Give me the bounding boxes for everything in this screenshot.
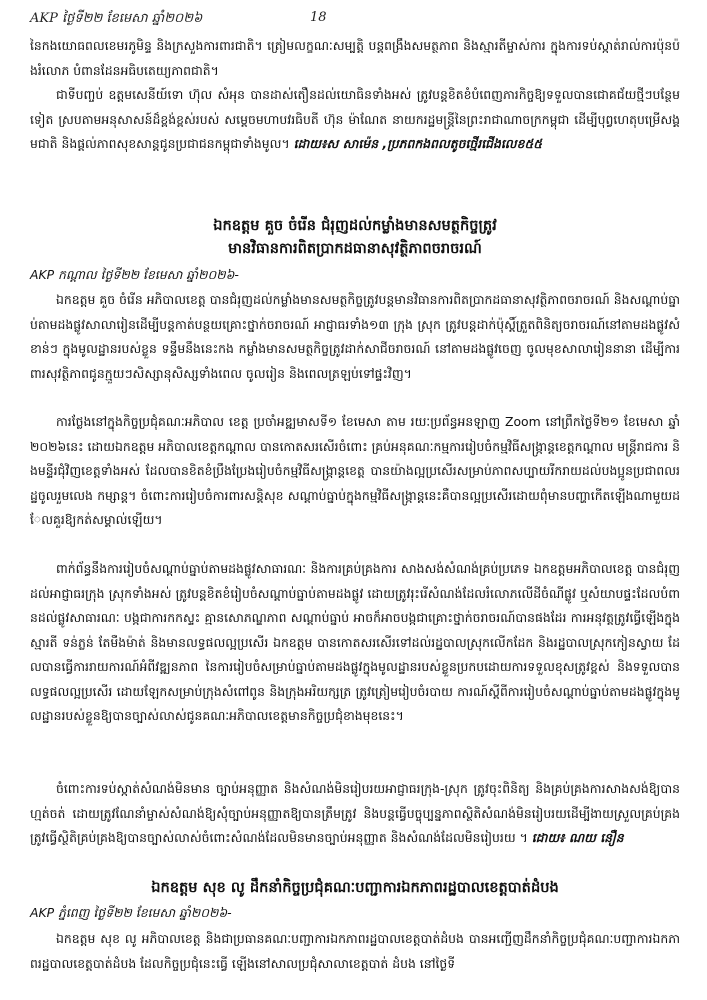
article-3-paragraph-1: ឯកឧត្តម សុខ លូ អភិបាលខេត្ត និងជាប្រធានគណៈបញ្ជាការឯកភាពរដ្ឋបាលខេត្តបាត់ដំបង បានអញ្ជើញដឹកនាំកិច្ចប្រជុំគណៈបញ្ជាការឯកភាពរដ្ឋបាលខេត្តបាត់ដំបង ដែលកិច្ចប្រជុំនេះធ្វើ ឡើងនៅសាលប្រជុំសាលាខេត្តបាត់ ដំបង នៅថ្ងៃទី [30,931,680,971]
running-header [30,10,670,32]
page-number: 18 [310,10,327,25]
article-3-headline: ឯកឧត្តម សុខ លូ ដឹកនាំកិច្ចប្រជុំគណៈបញ្ជាការឯកភាពរដ្ឋបាលខេត្តបាត់ដំបង [151,879,559,896]
article-2-dateline: AKP កណ្តាល ថ្ងៃទី២២ ខែមេសា ឆ្នាំ២០២៦- [30,267,239,282]
article-2-headline-line-1: ឯកឧត្តម គួច ចំរើន ជំរុញដល់កម្លាំងមានសមត្ថកិច្ចត្រូវ [213,217,497,234]
header-date: AKP ថ្ងៃទី២២ ខែមេសា ឆ្នាំ២០២៦ [30,11,203,26]
article-2-body [30,288,680,875]
article-2-paragraph-1: ឯកឧត្តម គួច ចំរើន អភិបាលខេត្ត បានជំរុញដល់កម្លាំងមានសមត្ថកិច្ចត្រូវបន្តមានវិធានការពិតប្រាកដធានាសុវត្ថិភាពចរាចរណ៍ និងសណ្តាប់ធ្នាប់តាមដងផ្លូវសាលារៀនដើម្បីបន្តកាត់បន្ថយគ្រោះថ្នាក់ចរាចរណ៍ អាជ្ញាធរទាំង១៣ ក្រុង ស្រុក ត្រូវបន្តដាក់ប៉ុស្តិ៍ត្រួតពិនិត្យចរាចរណ៍នៅតាមដងផ្លូវសំខាន់ៗ ក្នុងមូលដ្ឋានរបស់ខ្លួន ទន្ទឹមនឹងនេះកង កម្លាំងមានសមត្ថកិច្ចត្រូវដាក់សាជីចរាចរណ៍ នៅតាមដងផ្លូវចេញ ចូលមុខសាលារៀននានា ដើម្បីការពារសុវត្ថិភាពជូនក្មួយៗសិស្សានុសិស្សទាំងពេល ចូលរៀន និងពេលត្រឡប់ទៅផ្ទះវិញ។ [30,292,680,381]
article-2-paragraph-3: ពាក់ព័ន្ធនឹងការរៀបចំសណ្តាប់ធ្នាប់តាមដងផ្លូវសាធារណៈ និងការគ្រប់គ្រងការ សាងសង់សំណង់គ្រប់ប្រភេទ ឯកឧត្តមអភិបាលខេត្ត បានជំរុញដល់អាជ្ញាធរក្រុង ស្រុកទាំងអស់ ត្រូវបន្តខិតខំរៀបចំសណ្តាប់ធ្នាប់តាមដងផ្លូវ ដោយត្រូវរុះរើសំណង់ដែលរំលោភលើដីចំណីផ្លូវ ឬសំយាបផ្ទះដែលបំពានដល់ផ្លូវសាធារណៈ បង្កជាការកកស្ទះ គ្មានសោភណ្ឌភាព សណ្តាប់ធ្នាប់ អាចក៏អាចបង្កជាគ្រោះថ្នាក់ចរាចរណ៍បានផងដែរ ការអនុវត្តត្រូវធ្វើឡើងក្នុងស្មារតី ទន់ភ្លន់ តែមឺងម៉ាត់ និងមានលទ្ធផលល្អប្រសើរ ឯកឧត្តម បានកោតសរសើរទៅដល់រដ្ឋបាលស្រុកលើកដែក និងរដ្ឋបាលស្រុកកៀនស្វាយ ដែលបានធ្វើការរាយការណ៍អំពីវឌ្ឍនភាព នៃការរៀបចំសម្រាប់ធ្នាប់តាមដងផ្លូវក្នុងមូលដ្ឋានរបស់ខ្លួនប្រកបដោយការទទួលខុសត្រូវខ្ពស់ និងទទួលបានលទ្ធផលល្អប្រសើរ ដោយឡែកសម្រាប់ក្រុងសំពៅពូន និងក្រុងអរិយក្សត្រ ត្រូវត្រៀមរៀបចំរបាយ ការណ៍ស្តីពីការរៀបចំសណ្តាប់ធ្នាប់តាមដងផ្លូវក្នុងមូលដ្ឋានរបស់ខ្លួនឱ្យបានច្បាស់លាស់ជូនគណៈអភិបាលខេត្តមានកិច្ចប្រជុំខាងមុខនេះ។ [30,561,680,723]
article-2-paragraph-4 [30,777,680,875]
article-2-paragraph-4-text: ចំពោះការទប់ស្កាត់សំណង់មិនមាន ច្បាប់អនុញ្ញាត និងសំណង់មិនរៀបរយអាជ្ញាធរក្រុង-ស្រុក ត្រូវចុះពិនិត្យ និងគ្រប់គ្រងការសាងសង់ឱ្យបានហ្មត់ចត់ ដោយត្រូវណែនាំម្ចាស់សំណង់ឱ្យសុំច្បាប់អនុញ្ញាតឱ្យបានត្រឹមត្រូវ និងបន្តធ្វើបច្ចុប្បន្នភាពស្ថិតិសំណង់មិនរៀបរយដើម្បីងាយស្រួលគ្រប់គ្រង ត្រូវធ្វើស្ថិតិគ្រប់គ្រងឱ្យបានច្បាស់លាស់ចំពោះសំណង់ដែលមិនមានច្បាប់អនុញ្ញាត និងសំណង់ដែលមិនរៀបរយ ។ [30,781,680,845]
article-1-byline: ដោយ៖ស សាម៉េន ,ប្រភពកងពលតូចថ្មើរជើងលេខ៥៥ [293,136,543,151]
article-1-body [30,83,680,181]
article-3-dateline: AKP ភ្នំពេញ ថ្ងៃទី២២ ខែមេសា ឆ្នាំ២០២៦- [30,905,232,920]
article-1-body-text: ជាទីបញ្ចប់ ឧត្តមសេនីយ៍ទោ ហ៊ុល សំអុន បានដាស់តឿនដល់យោធិនទាំងអស់ ត្រូវបន្តខិតខំបំពេញភារកិច្ចឱ្យទទួលបានជោគជ័យថ្មីៗបន្ថែមទៀត ស្របតាមអនុសាសន៍ដ៏ខ្ពង់ខ្ពស់របស់ សម្តេចមហាបវរធិបតី ហ៊ុន ម៉ាណែត នាយករដ្ឋមន្ត្រីនៃព្រះរាជាណាចក្រកម្ពុជា ដើម្បីបុព្វហេតុបម្រើសង្គមជាតិ និងផ្តល់ភាពសុខសាន្តជូនប្រជាជនកម្ពុជាទាំងមូល។ [30,87,680,151]
article-2-byline: ដោយ៖ ណយ នឿន [531,830,624,845]
article-3-body [30,927,680,997]
article-2-paragraph-2: ការថ្លែងនៅក្នុងកិច្ចប្រជុំគណៈអភិបាល ខេត្ត ប្រចាំអឌ្ឍមាសទី១ ខែមេសា តាម រយៈប្រព័ន្ធអនឡាញ Zoom នៅព្រឹកថ្ងៃទី២១ ខែមេសា ឆ្នាំ២០២៦នេះ ដោយឯកឧត្តម អភិបាលខេត្តកណ្តាល បានកោតសរសើរចំពោះ គ្រប់អនុគណៈកម្មការរៀបចំកម្មវិធីសង្ក្រាន្តខេត្តកណ្តាល មន្ត្រីរាជការ និងមន្ទីរជុំវិញខេត្តទាំងអស់ ដែលបានខិតខំប្រឹងប្រែងរៀបចំកម្មវិធីសង្ក្រាន្តខេត្ត បានយ៉ាងល្អប្រសើរសម្រាប់ភាពសប្បាយរីករាយដល់បងប្អូនប្រជាពលរដ្ឋចូលរួមលេង កម្សាន្ត។ ចំពោះការរៀបចំការពារសន្តិសុខ សណ្តាប់ធ្នាប់ក្នុងកម្មវិធីសង្ក្រាន្តនេះគឺបានល្អប្រសើរដោយពុំមានបញ្ហាកើតឡើងណាមួយដែលគួរឱ្យកត់សម្គាល់ឡើយ។ [30,414,680,527]
article-1 [30,34,680,181]
article-1-continuation: នៃកងយោធពលខេមរភូមិន្ទ និងក្រសួងការពារជាតិ។ ត្រៀមលក្ខណៈសម្បត្តិ បន្តពង្រឹងសមត្ថភាព និងស្មារតីម្ចាស់ការ ក្នុងការទប់ស្កាត់រាល់ការប៉ុនប៉ងរំលោភ បំពានដែនអធិបតេយ្យភាពជាតិ។ [30,38,680,78]
article-2-headline-line-2: មានវិធានការពិតប្រាកដធានាសុវត្ថិភាពចរាចរណ៍ [228,240,482,257]
